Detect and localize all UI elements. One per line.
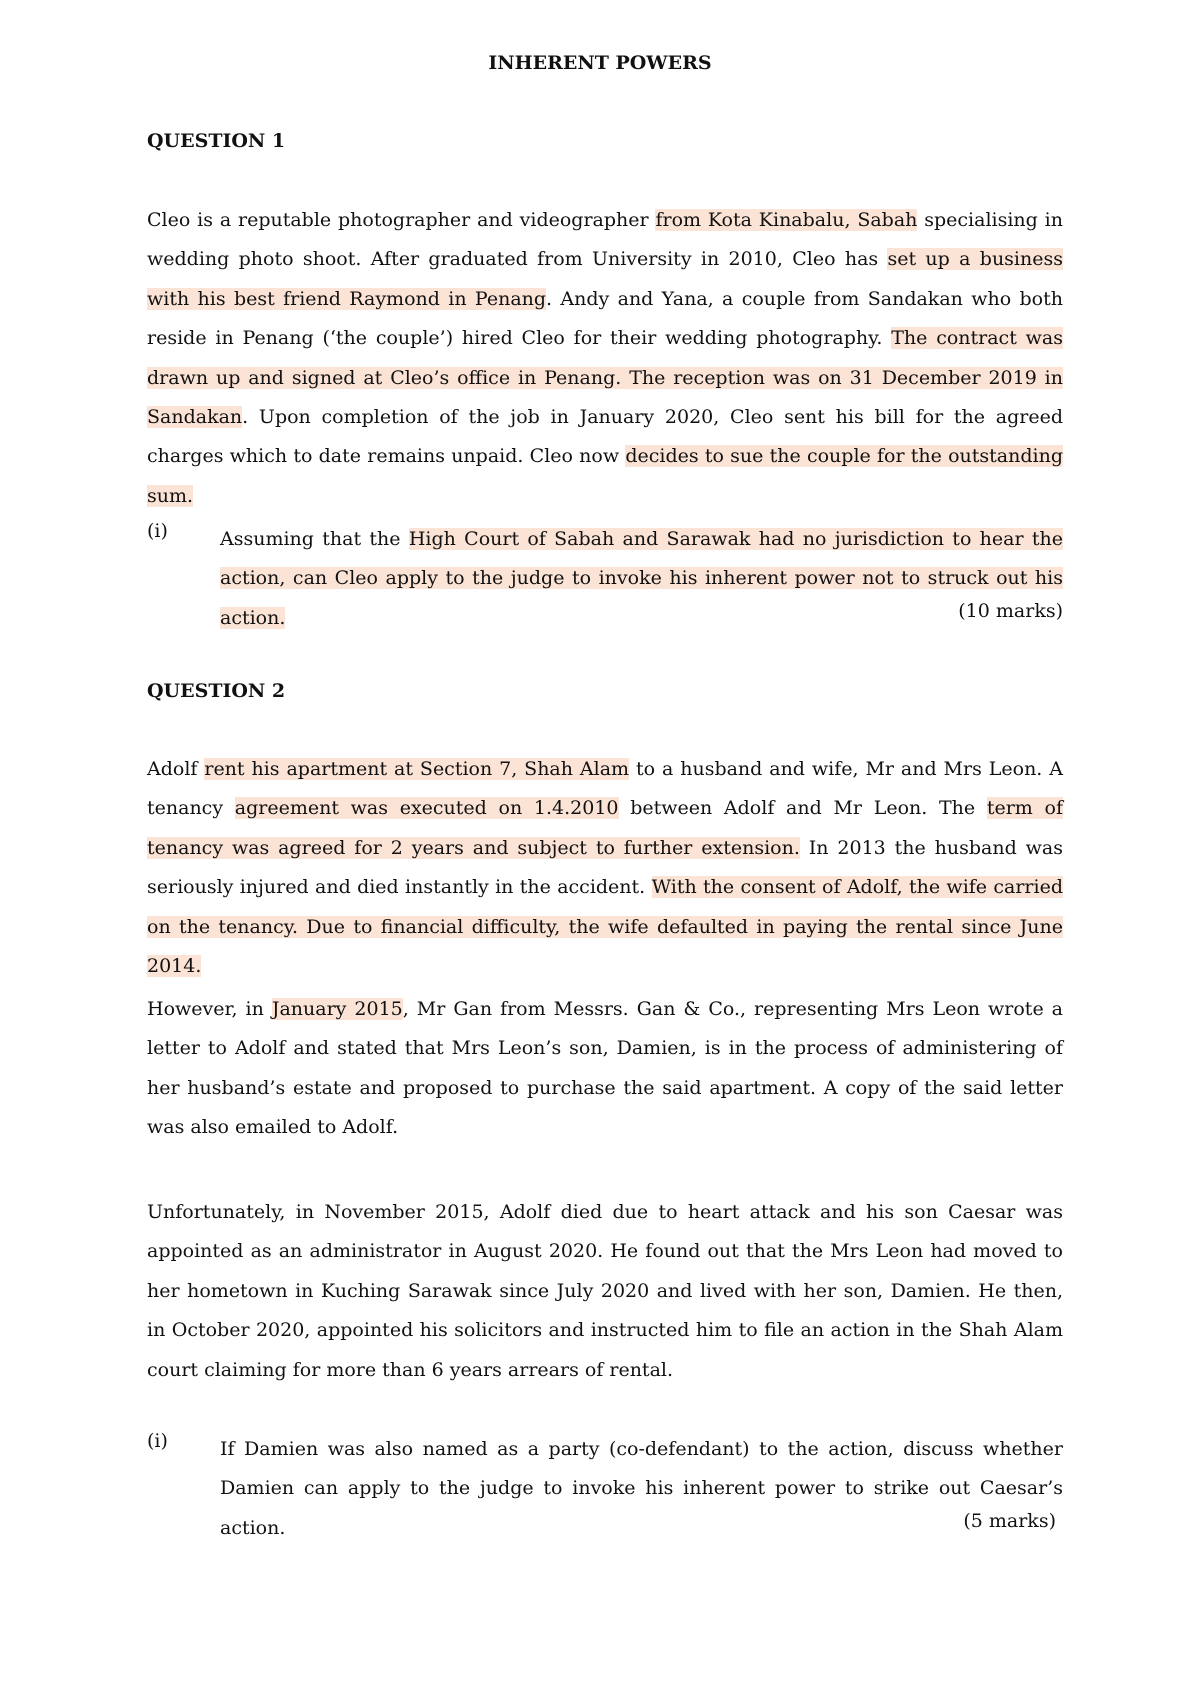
page-title: INHERENT POWERS (488, 52, 712, 74)
highlighted-text: set up a business with his best friend Raymond in Penang (147, 248, 1063, 310)
text-run: Adolf (147, 758, 205, 780)
highlighted-text: The contract was drawn up and signed at Cleo’s office in Penang. The reception was on 31 December 2019 in Sandakan (147, 327, 1063, 429)
sub-question-number: (i) (147, 1430, 168, 1452)
highlighted-text: With the consent of Adolf, the wife carried on the tenancy. Due to financial difficulty, the wife defaulted in paying the rental since June 2014. (147, 876, 1063, 978)
text-run: between Adolf and Mr Leon. The (618, 797, 987, 820)
question-1-paragraph (147, 201, 1063, 516)
text-run: . Andy and Yana, a couple from Sandakan who both reside in Penang (‘the couple’) hired Cleo for their wedding photography. (147, 287, 1063, 350)
question-2-heading: QUESTION 2 (147, 680, 286, 702)
question-2-paragraph-1 (147, 750, 1063, 986)
text-run: to a husband and wife, Mr and Mrs Leon. A tenancy (147, 758, 1063, 820)
question-2-sub-question (147, 1430, 1063, 1548)
marks-label: (10 marks) (958, 600, 1063, 622)
question-1-heading: QUESTION 1 (147, 130, 286, 152)
highlighted-text: term of tenancy was agreed for 2 years and subject to further extension. (147, 797, 1063, 859)
sub-question-number: (i) (147, 520, 168, 542)
highlighted-text: decides to sue the couple for the outstanding sum. (147, 445, 1064, 507)
question-2-paragraph-2 (147, 990, 1063, 1148)
highlighted-text: High Court of Sabah and Sarawak had no jurisdiction to hear the action, can Cleo apply to the judge to invoke his inherent power not to struck out his action. (220, 528, 1063, 629)
text-run: Cleo is a reputable photographer and videographer (147, 209, 656, 231)
text-run: , Mr Gan from Messrs. Gan & Co., representing Mrs Leon wrote a letter to Adolf and stated that Mrs Leon’s son, Damien, is in the process of administering of her husband’s estate and proposed to purchase the said apartment. A copy of the said letter was also emailed to Adolf. (147, 998, 1064, 1139)
sub-question-text: If Damien was also named as a party (co-defendant) to the action, discuss whether Damien can apply to the judge to invoke his inherent power to strike out Caesar’s action. (220, 1438, 1063, 1539)
sub-question-text (220, 520, 1063, 638)
text-run: In 2013 the husband was seriously injured and died instantly in the accident. (147, 836, 1063, 899)
question-1-sub-question (147, 520, 1063, 638)
text-run: . Upon completion of the job in January 2020, Cleo sent his bill for the agreed charges which to date remains unpaid. Cleo now (147, 406, 1063, 468)
highlighted-text: from Kota Kinabalu, Sabah (655, 209, 918, 231)
highlighted-text: agreement was executed on 1.4.2010 (234, 797, 619, 820)
text-run: However, in (147, 998, 272, 1020)
marks-label: (5 marks) (963, 1510, 1056, 1532)
highlighted-text: rent his apartment at Section 7, Shah Alam (204, 758, 630, 780)
highlighted-text: January 2015 (271, 998, 403, 1020)
text-run: specialising in wedding photo shoot. After graduated from University in 2010, Cleo has (147, 209, 1063, 271)
text-run: Assuming that the (220, 528, 409, 550)
question-2-paragraph-3: Unfortunately, in November 2015, Adolf died due to heart attack and his son Caesar was appointed as an administrator in August 2020. He found out that the Mrs Leon had moved to her hometown in Kuching Sarawak since July 2020 and lived with her son, Damien. He then, in October 2020, appointed his solicitors and instructed him to file an action in the Shah Alam court claiming for more than 6 years arrears of rental. (147, 1201, 1063, 1381)
